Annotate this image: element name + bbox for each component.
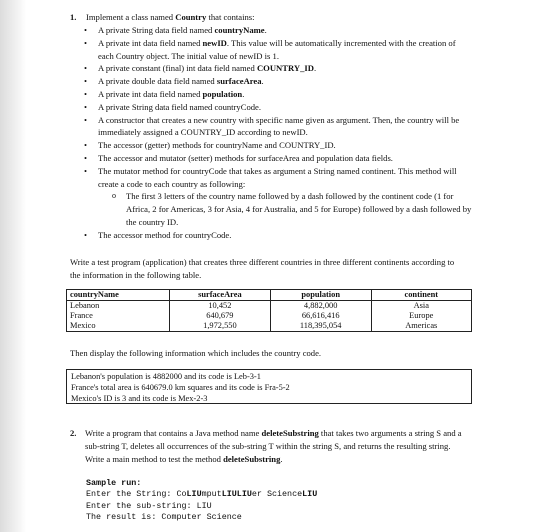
- output-line: Lebanon's population is 4882000 and its code is Leb-3-1: [71, 372, 261, 381]
- bullet-icon: •: [84, 76, 88, 87]
- item-text: A private constant (final) int data field named: [98, 63, 257, 74]
- requirements-list: [84, 24, 472, 242]
- table-row: [67, 321, 472, 332]
- table-cell: 1,972,550: [169, 321, 270, 332]
- bullet-icon: •: [84, 88, 88, 99]
- question-2-number: 2.: [70, 428, 77, 438]
- table-cell: France: [67, 311, 170, 321]
- sample-run: [86, 478, 317, 524]
- question-2-stem: [85, 427, 470, 465]
- circle-bullet-icon: o: [112, 191, 116, 201]
- input-part: er Science: [251, 489, 303, 500]
- question-1-stem: [86, 11, 466, 24]
- expected-output-box: [66, 369, 472, 404]
- stem-text: Implement a class named: [86, 12, 176, 22]
- item-bold: population: [202, 88, 243, 99]
- bullet-icon: •: [84, 63, 88, 74]
- list-item: [84, 229, 472, 242]
- item-bold: countryName: [214, 25, 265, 35]
- item-text: The accessor method for countryCode.: [98, 229, 232, 240]
- item-text: .: [264, 25, 267, 35]
- list-item: [84, 62, 472, 75]
- list-item: [84, 37, 472, 63]
- table-row: [67, 301, 472, 312]
- output-line: Mexico's ID is 3 and its code is Mex-2-3: [71, 394, 208, 403]
- list-item: [84, 114, 472, 140]
- list-item: [84, 88, 472, 101]
- list-item: [84, 101, 472, 114]
- bullet-icon: •: [84, 25, 88, 35]
- item-text: .: [313, 63, 317, 74]
- item-text: The accessor (getter) methods for countryName and COUNTRY_ID.: [98, 140, 336, 151]
- stem-text: Write a program that contains a Java method name: [85, 428, 262, 438]
- method-name: deleteSubstring: [261, 428, 319, 438]
- table-cell: Americas: [371, 321, 471, 332]
- question-1-number: 1.: [70, 12, 77, 22]
- list-item: [84, 139, 472, 152]
- list-item: [84, 24, 472, 37]
- bullet-icon: •: [84, 165, 88, 176]
- item-text: A private String data field named countryCode.: [98, 101, 261, 112]
- table-cell: Mexico: [67, 321, 170, 332]
- prompt-text: Enter the String:: [86, 489, 177, 500]
- table-header: countryName: [67, 290, 170, 301]
- input-part-bold: LIULIU: [221, 489, 252, 500]
- item-text: A private double data field named: [98, 76, 217, 87]
- bullet-icon: •: [84, 37, 88, 48]
- table-cell: 4,882,000: [270, 301, 371, 312]
- list-item: [84, 152, 472, 165]
- list-item: [84, 75, 472, 88]
- item-text: The mutator method for countryCode that takes as argument a String named continent. This method will create a code to each country as following:: [98, 165, 457, 189]
- item-text: A private int data field named: [98, 88, 203, 99]
- stem-text: that contains:: [206, 12, 255, 22]
- bullet-icon: •: [84, 229, 88, 240]
- display-instruction: Then display the following information which includes the country code.: [70, 348, 322, 358]
- item-text: .: [242, 88, 245, 99]
- input-part-bold: LIU: [302, 489, 318, 500]
- item-text: A private String data field named: [98, 25, 215, 35]
- sample-line-string: [86, 489, 317, 500]
- bullet-icon: •: [84, 152, 88, 163]
- table-header: population: [270, 290, 371, 301]
- table-row: [67, 311, 472, 321]
- sub-list: [98, 190, 472, 228]
- bullet-icon: •: [84, 114, 88, 125]
- item-text: . This value will be automatically incremented with the creation of each Country object. The initial value of newID is 1.: [98, 37, 456, 61]
- table-header-row: [67, 290, 472, 301]
- table-cell: 66,616,416: [270, 311, 371, 321]
- table-header: continent: [371, 290, 471, 301]
- table-cell: 118,395,054: [270, 321, 371, 332]
- stem-text: .: [280, 453, 283, 464]
- bullet-icon: •: [84, 140, 88, 151]
- sub-list-item: [112, 190, 472, 228]
- table-cell: Lebanon: [67, 301, 170, 312]
- item-bold: newID: [202, 37, 227, 48]
- table-cell: 10,452: [169, 301, 270, 312]
- country-table: [66, 289, 472, 332]
- table-cell: Europe: [371, 311, 471, 321]
- sample-run-label: Sample run:: [86, 478, 142, 488]
- stem-text: that takes two arguments a string S and a sub-string T, deletes all occurrences of the sub-string T within the string S, and returns the resulting string. Write a main method to test the method: [85, 428, 462, 464]
- sample-line-substring: Enter the sub-string: LIU: [86, 500, 212, 511]
- input-part: Co: [176, 489, 187, 500]
- table-header: surfaceArea: [169, 290, 270, 301]
- list-item: [84, 165, 472, 229]
- test-program-paragraph: Write a test program (application) that creates three different countries in three different continents according to the information in the following table.: [70, 257, 455, 280]
- input-part: mput: [201, 489, 222, 500]
- page-edge-shadow: [0, 0, 26, 532]
- output-line: France's total area is 640679.0 km squares and its code is Fra-5-2: [71, 383, 290, 392]
- class-name: Country: [175, 12, 207, 22]
- item-text: The accessor and mutator (setter) methods for surfaceArea and population data fields.: [98, 152, 393, 163]
- input-part-bold: LIU: [186, 489, 202, 500]
- method-name: deleteSubstring: [223, 453, 281, 464]
- sample-line-result: The result is: Computer Science: [86, 512, 242, 523]
- sub-item-text: The first 3 letters of the country name followed by a dash followed by the continent code (1 for Africa, 2 for Americas, 3 for Asia, 4 for Australia, and 5 for Europe) followed by a dash followed by the country ID.: [126, 191, 472, 227]
- bullet-icon: •: [84, 101, 88, 112]
- item-text: A constructor that creates a new country with specific name given as argument. Then, the country will be immediately assigned a COUNTRY_ID according to newID.: [98, 114, 460, 138]
- table-cell: Asia: [371, 301, 471, 312]
- item-text: .: [261, 76, 264, 87]
- table-cell: 640,679: [169, 311, 270, 321]
- item-bold: surfaceArea: [216, 76, 262, 87]
- item-bold: COUNTRY_ID: [256, 63, 314, 74]
- item-text: A private int data field named: [98, 37, 203, 48]
